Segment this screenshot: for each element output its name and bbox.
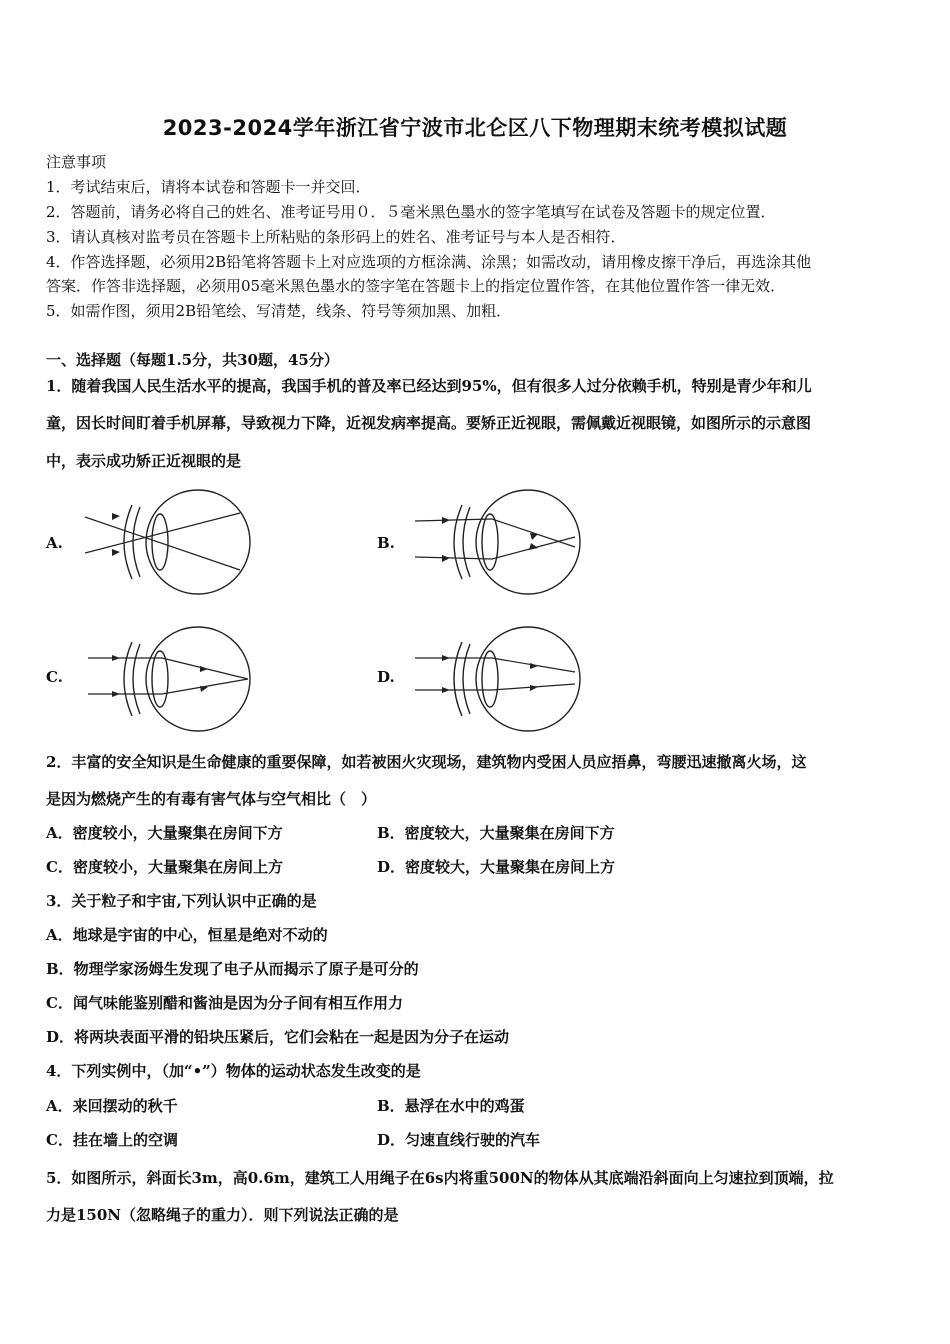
notice-item: 2．答题前，请务必将自己的姓名、准考证号用０．５毫米黑色墨水的签字笔填写在试卷及答题卡的规定位置． (46, 203, 776, 221)
q4-option-b: B．悬浮在水中的鸡蛋 (377, 1097, 525, 1115)
q1-option-b-label: B. (377, 534, 395, 552)
q4-stem: 4．下列实例中，（加“•”）物体的运动状态发生改变的是 (46, 1062, 421, 1080)
q2-option-a: A．密度较小，大量聚集在房间下方 (46, 824, 283, 842)
q2-line: 是因为燃烧产生的有毒有害气体与空气相比（ ） (46, 790, 377, 808)
q3-option-b: B．物理学家汤姆生发现了电子从而揭示了原子是可分的 (46, 960, 419, 978)
q1-option-a-label: A. (46, 534, 63, 552)
q1-line: 1．随着我国人民生活水平的提高，我国手机的普及率已经达到95%，但有很多人过分依赖手机，特别是青少年和儿 (46, 377, 812, 395)
q5-line: 力是150N（忽略绳子的重力）．则下列说法正确的是 (46, 1206, 399, 1224)
notice-item: 1．考试结束后，请将本试卷和答题卡一并交回． (46, 178, 371, 196)
q2-line: 2．丰富的安全知识是生命健康的重要保障，如若被困火灾现场，建筑物内受困人员应捂鼻，弯腰迅速撤离火场，这 (46, 753, 807, 771)
q1-line: 童，因长时间盯着手机屏幕，导致视力下降，近视发病率提高。要矫正近视眼，需佩戴近视眼镜，如图所示的示意图 (46, 414, 812, 432)
q4-option-c: C．挂在墙上的空调 (46, 1131, 178, 1149)
q1-option-d-label: D. (377, 668, 395, 686)
notice-item: 4．作答选择题，必须用2B铅笔将答题卡上对应选项的方框涂满、涂黑；如需改动，请用橡皮擦干净后，再选涂其他 (46, 253, 812, 271)
q3-option-d: D．将两块表面平滑的铅块压紧后，它们会粘在一起是因为分子在运动 (46, 1028, 510, 1046)
q5-line: 5．如图所示，斜面长3m，高0.6m，建筑工人用绳子在6s内将重500N的物体从其底端沿斜面向上匀速拉到顶端，拉 (46, 1169, 834, 1187)
q1-diagram-d (410, 622, 600, 737)
page-title: 2023-2024学年浙江省宁波市北仑区八下物理期末统考模拟试题 (162, 116, 788, 140)
q1-diagram-c (80, 622, 270, 737)
q2-option-b: B．密度较大，大量聚集在房间下方 (377, 824, 615, 842)
q1-option-c-label: C. (46, 668, 63, 686)
notice-heading: 注意事项 (46, 153, 107, 171)
q2-option-c: C．密度较小，大量聚集在房间上方 (46, 858, 283, 876)
notice-item: 5．如需作图，须用2B铅笔绘、写清楚，线条、符号等须加黑、加粗． (46, 302, 512, 320)
section-heading: 一、选择题（每题1.5分，共30题，45分） (46, 351, 339, 369)
q4-option-a: A．来回摆动的秋千 (46, 1097, 178, 1115)
q3-stem: 3．关于粒子和宇宙,下列认识中正确的是 (46, 892, 317, 910)
notice-item: 答案．作答非选择题，必须用05毫米黑色墨水的签字笔在答题卡上的指定位置作答，在其他位置作答一律无效． (46, 277, 786, 295)
q1-diagram-a (80, 485, 270, 600)
q3-option-a: A．地球是宇宙的中心，恒星是绝对不动的 (46, 926, 328, 944)
q1-diagram-b (410, 485, 600, 600)
notice-item: 3．请认真核对监考员在答题卡上所粘贴的条形码上的姓名、准考证号与本人是否相符． (46, 228, 626, 246)
q3-option-c: C．闻气味能鉴别醋和酱油是因为分子间有相互作用力 (46, 994, 403, 1012)
q2-option-d: D．密度较大，大量聚集在房间上方 (377, 858, 616, 876)
q4-option-d: D．匀速直线行驶的汽车 (377, 1131, 541, 1149)
q1-line: 中，表示成功矫正近视眼的是 (46, 452, 242, 470)
